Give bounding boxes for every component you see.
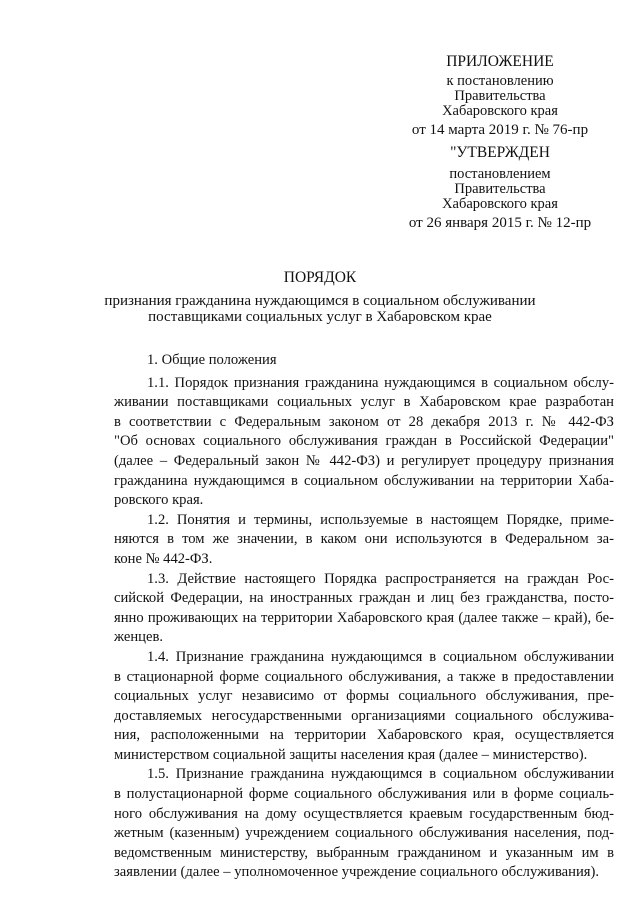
appendix-line: Правительства [454,88,546,104]
text-line: 1.5. Признание гражданина нуждающимся в социальном обслуживании [147,766,614,783]
text-line: ровского края. [114,492,204,509]
text-line: заявлении (далее – уполномоченное учреждение социального обслуживания). [114,864,599,881]
approved-heading: "УТВЕРЖДЕН [450,144,550,161]
section-heading: 1. Общие положения [147,352,277,368]
text-line: 1.1. Порядок признания гражданина нуждающимся в социальном обслу- [147,374,614,391]
document-title: ПОРЯДОК [283,269,357,286]
text-line: 1.2. Понятия и термины, используемые в настоящем Порядке, приме- [147,511,614,528]
text-line: 1.4. Признание гражданина нуждающимся в социальном обслуживании [147,648,614,665]
text-line: сийской Федерации, на иностранных граждан и лиц без гражданства, посто- [114,590,614,607]
paragraph-1-2 [114,511,614,570]
appendix-heading: ПРИЛОЖЕНИЕ [446,53,554,70]
text-line: в соответствии с Федеральным законом от 28 декабря 2013 г. № 442-ФЗ [114,413,614,430]
text-line: янно проживающих на территории Хабаровского края (далее также – край), бе- [114,609,614,626]
approved-line: Хабаровского края [442,196,558,212]
text-line: ного обслуживания на дому осуществляется краевым государственным бюд- [114,805,614,822]
text-line: "Об основах социального обслуживания граждан в Российской Федерации" [114,433,614,450]
approved-line: Правительства [454,181,546,197]
text-line: министерством социальной защиты населения края (далее – министерство). [114,746,588,763]
text-line: жетным (казенным) учреждением социального обслуживания населения, под- [114,825,614,842]
text-line: 1.3. Действие настоящего Порядка распространяется на граждан Рос- [147,570,614,587]
appendix-line: к постановлению [446,73,554,89]
approved-date: от 26 января 2015 г. № 12-пр [408,215,592,231]
text-line: в стационарной форме социального обслуживания, а также в предоставлении [114,668,614,685]
approved-line: постановлением [449,166,551,182]
text-line: няются в том же значении, в каком они используются в Федеральном за- [114,531,614,548]
text-line: доставляемых негосударственными организациями социального обслужива- [114,707,614,724]
text-line: ведомственным министерству, выбранным гражданином и указанным им в [114,844,614,861]
text-line: живании поставщиками социальных услуг в Хабаровском крае разработан [114,394,614,411]
document-subtitle [0,293,640,325]
text-line: женцев. [114,629,164,646]
paragraph-1-1 [114,374,614,511]
text-line: коне № 442-ФЗ. [114,550,213,567]
text-line: социальных услуг независимо от формы социального обслуживания, пре- [114,688,614,705]
subtitle-line: поставщиками социальных услуг в Хабаровском крае [148,309,492,325]
appendix-date: от 14 марта 2019 г. № 76-пр [411,122,589,138]
paragraph-1-3 [114,570,614,648]
subtitle-line: признания гражданина нуждающимся в социальном обслуживании [104,293,536,309]
paragraph-1-4 [114,648,614,766]
text-line: в полустационарной форме социального обслуживания или в форме социаль- [114,786,614,803]
paragraph-1-5 [114,765,614,883]
text-line: (далее – Федеральный закон № 442-ФЗ) и регулирует процедуру признания [114,452,614,469]
document-body [114,351,614,883]
appendix-line: Хабаровского края [442,103,558,119]
approved-block [400,143,600,232]
text-line: гражданина нуждающимся в социальном обслуживании на территории Хаба- [114,472,614,489]
text-line: ния, расположенными на территории Хабаровского края, осуществляется [114,727,614,744]
appendix-block [400,52,600,139]
